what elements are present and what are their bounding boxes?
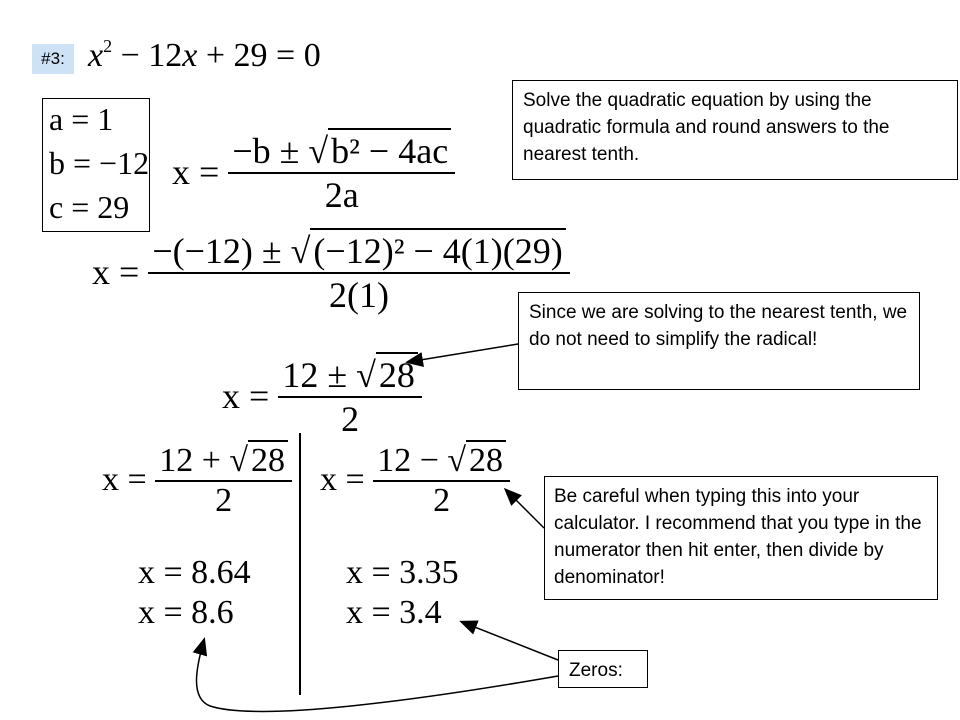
formula-denominator: 2a (324, 175, 359, 215)
coefficient-b: b = −12 (49, 145, 150, 181)
minus-numerator: 12 − (377, 442, 439, 479)
minus-value: x = 3.35 (346, 554, 459, 591)
problem-number-label: #3: (32, 44, 74, 74)
substitution-lhs: x = (92, 252, 140, 292)
radical-arrow (408, 344, 518, 362)
coefficient-a: a = 1 (49, 101, 114, 137)
simplified-radicand: 28 (376, 352, 418, 396)
substitution-radicand: (−12)² − 4(1)(29) (310, 228, 565, 272)
quadratic-formula: x = −b ± √ b² − 4ac 2a (172, 128, 455, 216)
radical-note: Since we are solving to the nearest tenth, we do not need to simplify the radical! (518, 292, 920, 390)
substitution-equation: x = −(−12) ± √ (−12)² − 4(1)(29) 2(1) (92, 228, 570, 316)
plus-rounded: x = 8.6 (138, 594, 234, 631)
formula-numerator: −b ± (232, 131, 300, 171)
minus-denominator: 2 (433, 482, 451, 519)
zeros-arrow-left (197, 640, 559, 711)
zeros-arrow-right (462, 622, 558, 660)
instructions-note: Solve the quadratic equation by using the quadratic formula and round answers to the nearest tenth. (512, 80, 958, 180)
minus-lhs: x = (320, 461, 365, 498)
calculator-arrow (506, 490, 544, 528)
simplified-numerator: 12 ± (282, 355, 348, 395)
simplified-denominator: 2 (341, 399, 360, 439)
plus-lhs: x = (102, 461, 147, 498)
minus-radicand: 28 (466, 440, 506, 480)
calculator-note: Be careful when typing this into your calculator. I recommend that you type in the numerator then hit enter, then divide by denominator! (544, 476, 938, 600)
plus-case-equation: x = 12 + √ 28 2 (102, 440, 292, 520)
coefficient-c: c = 29 (49, 189, 130, 225)
simplified-lhs: x = (222, 376, 270, 416)
substitution-denominator: 2(1) (329, 275, 390, 315)
formula-lhs: x = (172, 152, 220, 192)
simplified-equation: x = 12 ± √ 28 2 (222, 352, 422, 440)
plus-value: x = 8.64 (138, 554, 251, 591)
formula-radicand: b² − 4ac (328, 128, 451, 172)
problem-equation: $x^2 - 12x + 29 = 0$ (88, 36, 321, 74)
plus-numerator: 12 + (159, 442, 221, 479)
minus-case-equation: x = 12 − √ 28 2 (320, 440, 510, 520)
minus-rounded: x = 3.4 (346, 594, 442, 631)
plus-radicand: 28 (248, 440, 288, 480)
plus-denominator: 2 (215, 482, 233, 519)
zeros-label: Zeros: (558, 650, 648, 688)
substitution-numerator: −(−12) ± (152, 231, 282, 271)
